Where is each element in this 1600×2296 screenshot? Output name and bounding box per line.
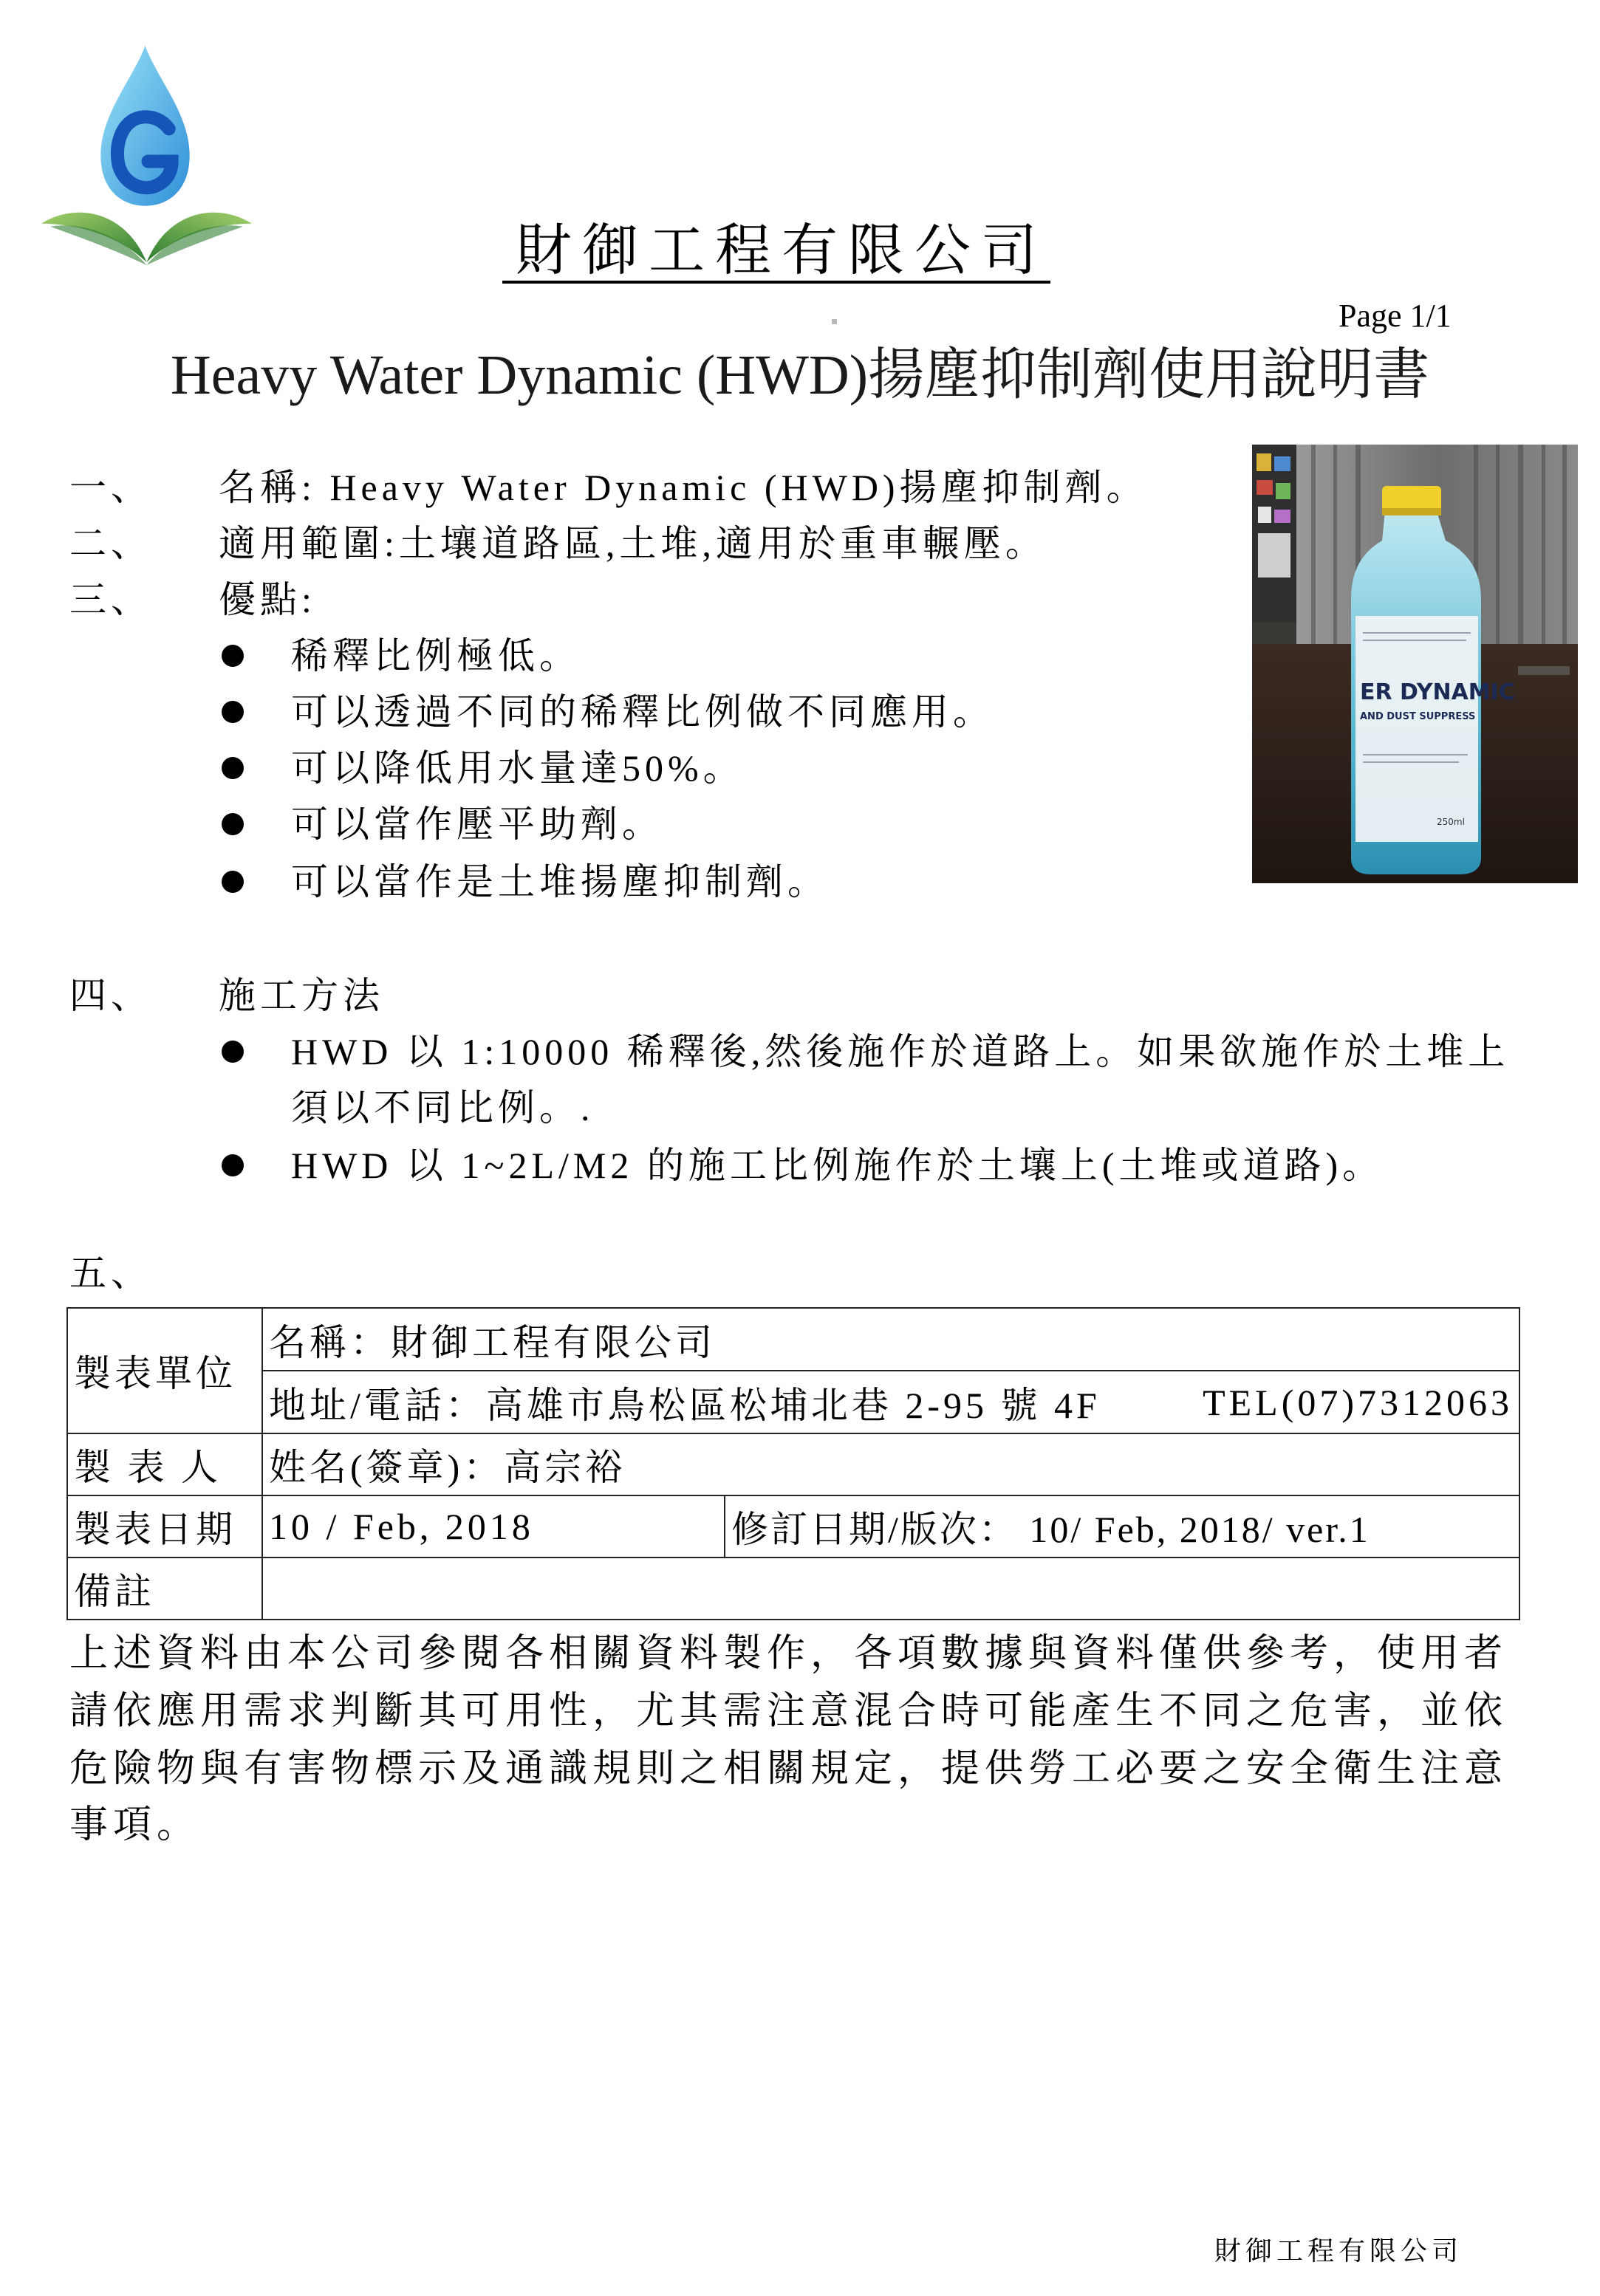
maker-label: 製 表 人 <box>67 1433 262 1495</box>
scan-dot <box>832 319 837 324</box>
bottle-label-title: ER DYNAMIC <box>1360 679 1515 705</box>
address-cell <box>262 1371 1519 1433</box>
document-title: Heavy Water Dynamic (HWD)揚塵抑制劑使用說明書 <box>170 344 1430 406</box>
method-text: HWD 以 1~2L/M2 的施工比例施作於土壤上(土堆或道路)。 <box>291 1145 1384 1186</box>
remarks-label: 備註 <box>67 1557 262 1620</box>
telephone-text: TEL(07)7312063 <box>1203 1381 1513 1423</box>
table-row <box>67 1495 1519 1557</box>
date-label: 製表日期 <box>67 1495 262 1557</box>
advantage-text: 可以當作是土堆揚塵抑制劑。 <box>291 861 829 902</box>
section-4-number: 四、 <box>69 975 152 1016</box>
bottle-label-subtitle: AND DUST SUPPRESS <box>1360 711 1476 722</box>
water-drop-g-leaf-logo-icon <box>41 43 252 273</box>
unit-label: 製表單位 <box>67 1308 262 1433</box>
revision-cell: 修訂日期/版次： 10/ Feb, 2018/ ver.1 <box>725 1495 1519 1557</box>
footer-company: 財御工程有限公司 <box>1214 2236 1463 2266</box>
method-text: HWD 以 1:10000 稀釋後,然後施作於道路上。如果欲施作於土堆上 <box>291 1031 1510 1072</box>
section-1-text: 名稱: Heavy Water Dynamic (HWD)揚塵抑制劑。 <box>219 467 1148 508</box>
remarks-cell <box>262 1557 1519 1620</box>
disclaimer-line: 事項。 <box>69 1804 201 1846</box>
address-text: 地址/電話：高雄市鳥松區松埔北巷 2-95 號 4F <box>269 1384 1101 1426</box>
bullet-icon <box>222 871 244 893</box>
date-cell: 10 / Feb, 2018 <box>262 1495 725 1557</box>
maker-cell: 姓名(簽章)：高宗裕 <box>262 1433 1519 1495</box>
bullet-icon <box>222 701 244 723</box>
section-1-number: 一、 <box>69 467 152 508</box>
section-3-text: 優點: <box>219 579 316 620</box>
disclaimer-line: 請依應用需求判斷其可用性，尤其需注意混合時可能產生不同之危害，並依 <box>69 1690 1508 1733</box>
disclaimer-line: 上述資料由本公司參閱各相關資料製作，各項數據與資料僅供參考，使用者 <box>69 1633 1508 1675</box>
page-number: Page 1/1 <box>1339 298 1452 334</box>
table-row <box>67 1308 1519 1371</box>
advantage-text: 可以當作壓平助劑。 <box>291 803 663 845</box>
bullet-icon <box>222 813 244 835</box>
disclaimer-line: 危險物與有害物標示及通識規則之相關規定，提供勞工必要之安全衛生注意 <box>69 1748 1508 1790</box>
bottle-label-volume: 250ml <box>1437 817 1465 827</box>
section-4-text: 施工方法 <box>219 975 384 1016</box>
advantage-text: 稀釋比例極低。 <box>291 635 581 676</box>
table-row <box>67 1557 1519 1620</box>
method-text: 須以不同比例。. <box>291 1087 595 1128</box>
advantage-text: 可以降低用水量達50%。 <box>291 747 745 789</box>
bullet-icon <box>222 645 244 667</box>
section-5-number: 五、 <box>69 1252 152 1294</box>
section-2-text: 適用範圍:土壤道路區,土堆,適用於重車輾壓。 <box>219 523 1047 564</box>
product-bottle-photo <box>1252 445 1578 883</box>
bullet-icon <box>222 757 244 779</box>
bullet-icon <box>222 1154 244 1176</box>
section-3-number: 三、 <box>69 579 152 620</box>
advantage-text: 可以透過不同的稀釋比例做不同應用。 <box>291 691 994 733</box>
document-info-table <box>66 1307 1520 1620</box>
table-row <box>67 1433 1519 1495</box>
company-title: 財御工程有限公司 <box>502 219 1050 284</box>
company-name-cell: 名稱：財御工程有限公司 <box>262 1308 1519 1371</box>
bullet-icon <box>222 1041 244 1063</box>
section-2-number: 二、 <box>69 523 152 564</box>
table-row <box>67 1371 1519 1433</box>
